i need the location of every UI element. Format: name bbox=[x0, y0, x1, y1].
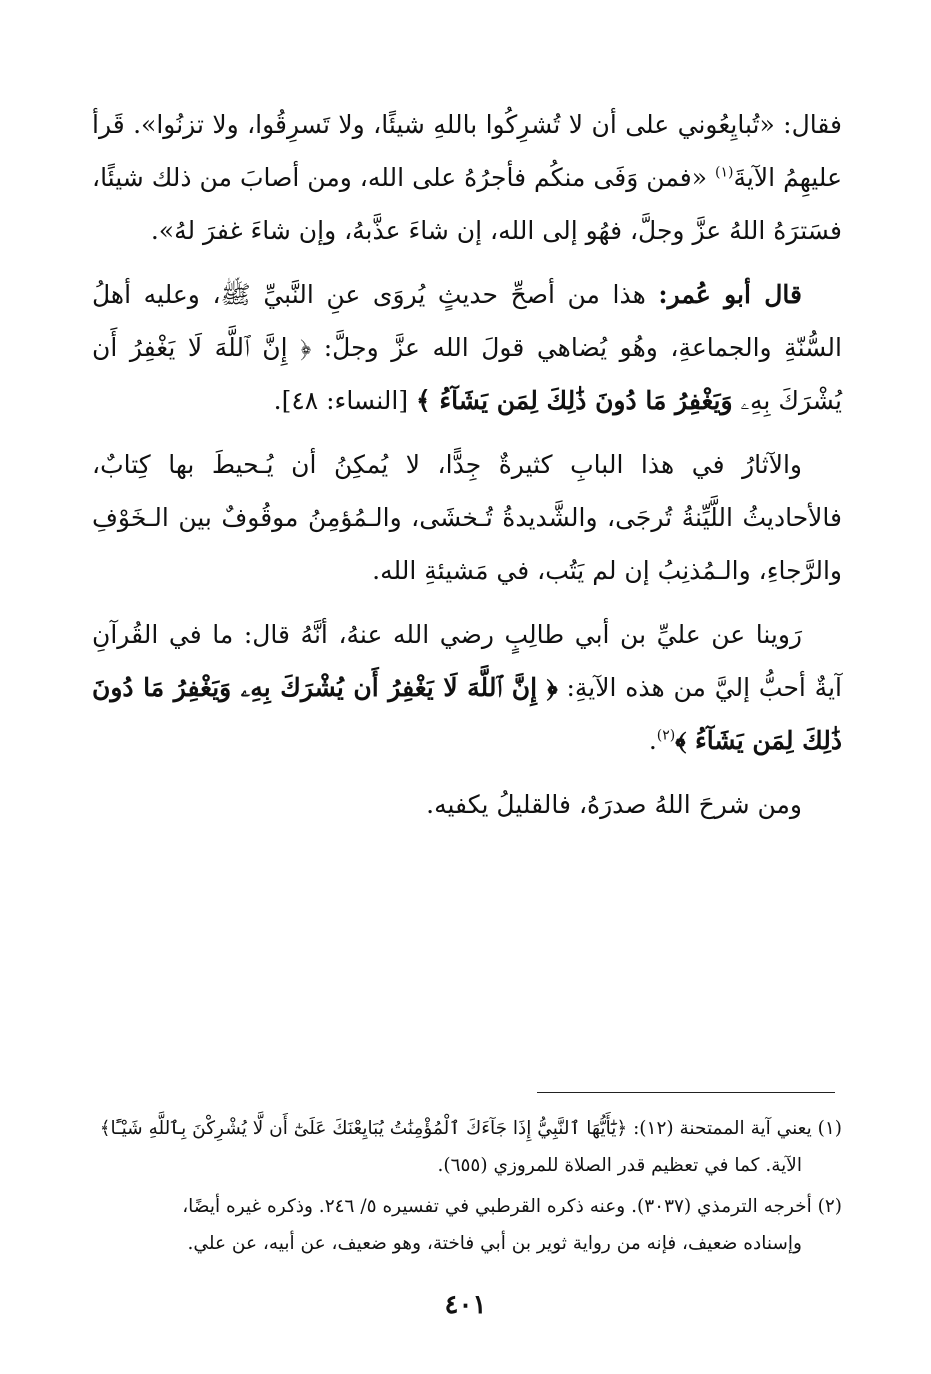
footnotes bbox=[92, 1110, 842, 1266]
paragraph-athar bbox=[92, 438, 842, 597]
text-line: إليَّ من هذه الآيةِ: bbox=[557, 673, 751, 702]
text-line: هذا من أصحِّ حديثٍ يُروَى عنِ النَّبيِّ ﷺ، وعليه أهلُ bbox=[92, 280, 659, 309]
text-line: ومن شرحَ اللهُ صدرَهُ، فالقليلُ يكفيه. bbox=[426, 790, 802, 819]
paragraph-closing bbox=[92, 778, 842, 831]
quran-verse: وَيَغْفِرُ مَا دُونَ ذَٰلِكَ لِمَن يَشَآءُ ﴾ bbox=[416, 386, 733, 415]
main-text bbox=[92, 98, 842, 842]
text-line: والآثارُ في هذا البابِ كثيرةٌ جِدًّا، لا يُمكِنُ أن يُـحيطَ بها كِتابٌ، فالأحاديثُ bbox=[92, 450, 842, 532]
footnote-line: الآية. كما في تعظيم قدر الصلاة للمروزي (٦٥٥). bbox=[437, 1155, 802, 1176]
footnote-line: (٢) أخرجه الترمذي (٣٠٣٧). وعنه ذكره القرطبي في تفسيره ٥/ ٢٤٦. وذكره غيره أيضًا، bbox=[182, 1196, 842, 1217]
footnote-ref-2[interactable]: (٢) bbox=[656, 727, 676, 744]
verse-citation: [النساء: ٤٨]. bbox=[273, 386, 417, 415]
quran-verse: ﴿ إِنَّ ٱللَّهَ لَا يَغْفِرُ أَن يُشْرَكَ بِهِۦ وَيَغْفِرُ مَا دُونَ ذَٰلِكَ لِمَن يَشَآءُ ﴾ bbox=[92, 673, 842, 755]
footnote-ref-1[interactable]: (١) bbox=[715, 164, 734, 181]
paragraph-hadith bbox=[92, 98, 842, 257]
page-number: ٤٠١ bbox=[444, 1290, 487, 1320]
text-line: اللَّيِّنةُ تُرجَى، والشَّديدةُ تُـخشَى، والـمُؤمِنُ موقُوفٌ بين الـخَوْفِ والرَّجاءِ، bbox=[92, 503, 842, 585]
text-line: السُّنّةِ والجماعةِ، وهُو يُضاهي قولَ الله عزَّ وجلَّ: ﴿ إِنَّ ٱللَّهَ لَا يَغْفِرُ أَن يُشْرَكَ بِهِۦ bbox=[92, 333, 842, 415]
text-line: والـمُذنِبُ إن لم يَتُب، في مَشيئةِ الله. bbox=[372, 556, 751, 585]
footnote-2 bbox=[92, 1188, 842, 1262]
footnote-line: (١) يعني آية الممتحنة (١٢): ﴿يَٰٓأَيُّهَا ٱلنَّبِيُّ إِذَا جَآءَكَ ٱلْمُؤْمِنَٰتُ يُبَايِعْنَكَ عَلَىٰٓ أَن لَّا يُشْرِكْنَ بِٱللَّهِ شَيْـًٔا﴾ bbox=[99, 1118, 842, 1139]
paragraph-ali bbox=[92, 608, 842, 767]
text-line: . bbox=[648, 726, 657, 755]
footnote-1 bbox=[92, 1110, 842, 1184]
text-line: فقال: «تُبايِعُوني على أن لا تُشرِكُوا باللهِ شيئًا، ولا تَسرِقُوا، ولا تزنُوا». قَرأ عليهِمُ bbox=[92, 110, 842, 192]
text-line: رَوينا عن عليِّ بن أبي طالِبٍ رضي الله عنهُ، أنَّهُ قال: ما في القُرآنِ آيةٌ أحبُّ bbox=[92, 620, 842, 702]
paragraph-abu-umar bbox=[92, 268, 842, 427]
text-line: «فمن وَفَى منكُم فأجرُهُ على الله، ومن أصابَ من ذلك شيئًا، فسَترَهُ اللهُ bbox=[92, 163, 842, 245]
footnote-line: وإسناده ضعيف، فإنه من رواية ثوير بن أبي فاختة، وهو ضعيف، عن أبيه، عن علي. bbox=[187, 1233, 802, 1254]
footnote-separator bbox=[537, 1092, 835, 1093]
text-line: عزَّ وجلَّ، فهُو إلى الله، إن شاءَ عذَّبهُ، وإن شاءَ غفرَ لهُ». bbox=[150, 216, 722, 245]
text-line: الآيةَ bbox=[733, 163, 776, 192]
speaker-label: قال أبو عُمر: bbox=[658, 280, 802, 309]
